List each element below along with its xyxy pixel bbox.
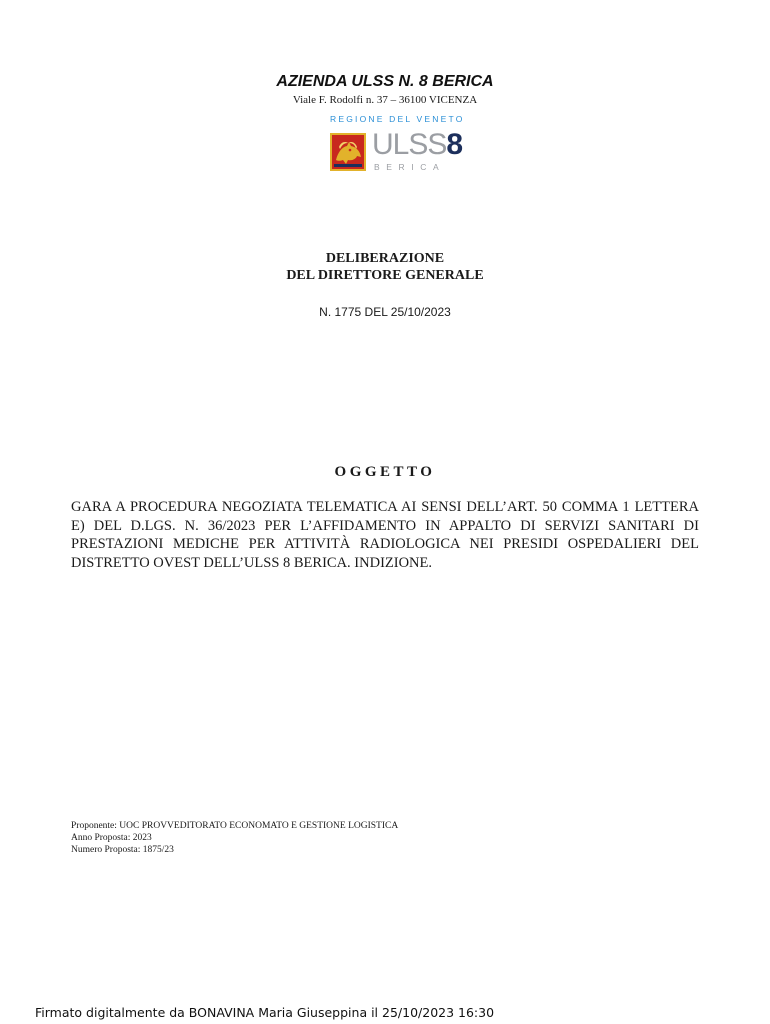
logo-berica-text: BERICA xyxy=(374,162,446,172)
proposal-anno: Anno Proposta: 2023 xyxy=(71,833,152,843)
proposal-info xyxy=(71,820,398,856)
oggetto-heading: OGGETTO xyxy=(334,464,436,480)
document-header xyxy=(0,72,770,107)
deliberation-title-line1: DELIBERAZIONE xyxy=(325,251,445,266)
deliberation-title-line2: DEL DIRETTORE GENERALE xyxy=(286,268,484,283)
ulss-logo xyxy=(328,114,465,174)
deliberation-number: N. 1775 DEL 25/10/2023 xyxy=(319,305,451,319)
organization-address: Viale F. Rodolfi n. 37 – 36100 VICENZA xyxy=(292,94,478,106)
lion-of-st-mark-emblem-icon xyxy=(330,133,366,171)
proposal-proponente: Proponente: UOC PROVVEDITORATO ECONOMATO E GESTIONE LOGISTICA xyxy=(71,821,399,831)
logo-ulss-wordmark xyxy=(372,128,462,162)
organization-title: AZIENDA ULSS N. 8 BERICA xyxy=(276,73,494,90)
deliberation-title xyxy=(0,250,770,284)
proposal-numero: Numero Proposta: 1875/23 xyxy=(71,845,174,855)
oggetto-text: GARA A PROCEDURA NEGOZIATA TELEMATICA AI SENSI DELL’ART. 50 COMMA 1 LETTERA E) DEL D.LGS. N. 36/2023 PER L’AFFIDAMENTO IN APPALTO DI SERVIZI SANITARI DI PRESTAZIONI MEDICHE PER ATTIVITÀ RADIOLOGICA NEI PRESIDI OSPEDALIERI DEL DISTRETTO OVEST DELL’ULSS 8 BERICA. INDIZIONE. xyxy=(71,499,699,571)
logo-region-text: REGIONE DEL VENETO xyxy=(330,114,465,124)
digital-signature: Firmato digitalmente da BONAVINA Maria Giuseppina il 25/10/2023 16:30 xyxy=(35,1005,495,1020)
logo-ulss-text: ULSS xyxy=(372,128,447,161)
logo-ulss-number: 8 xyxy=(446,128,463,161)
